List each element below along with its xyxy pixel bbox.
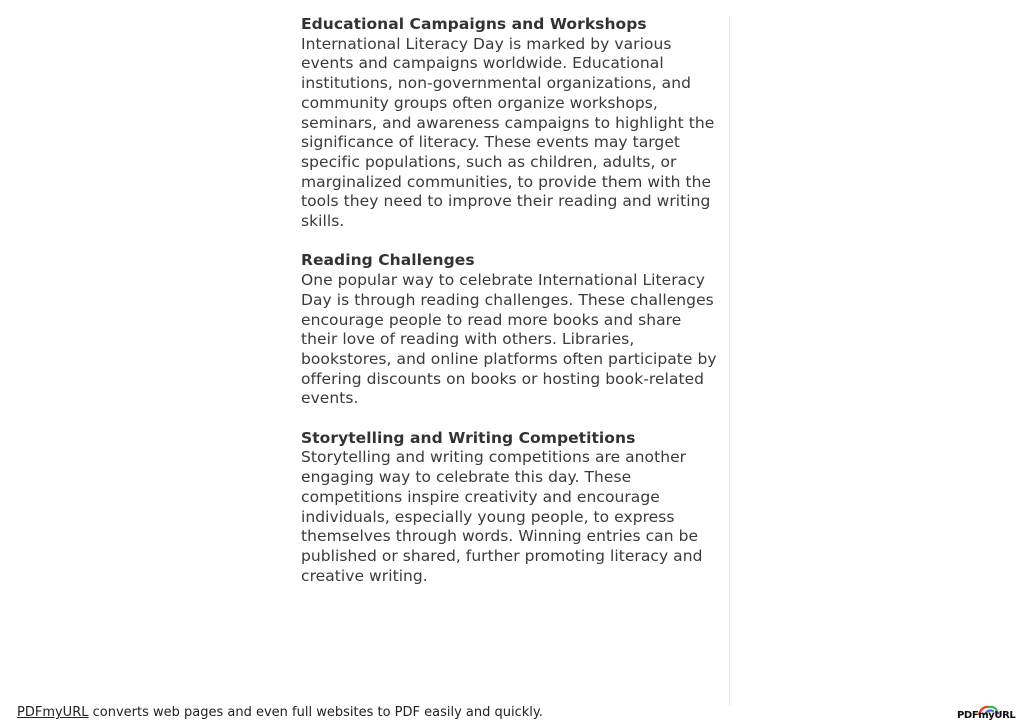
footer-tagline: converts web pages and even full websites to PDF easily and quickly. (88, 705, 543, 720)
section-heading: Reading Challenges (301, 251, 475, 270)
pdfmyurl-link[interactable]: PDFmyURL (17, 705, 89, 720)
section-heading: Educational Campaigns and Workshops (301, 15, 647, 33)
section-heading: Storytelling and Writing Competitions (301, 428, 636, 447)
section-body: International Literacy Day is marked by various events and campaigns worldwide. Educational institutions, non-governmental organizations, and community groups often organize workshops, seminars, and awareness campaigns to highlight the significance of literacy. These events may target specific populations, such as children, adults, or marginalized communities, to provide them with the tools they need to improve their reading and writing skills. (301, 34, 715, 231)
footer-note (17, 705, 543, 721)
logo-wordmark: PDFmyURL (957, 710, 1016, 721)
pdfmyurl-logo[interactable] (957, 705, 1016, 723)
article (301, 15, 721, 606)
section-body: One popular way to celebrate International Literacy Day is through reading challenges. These challenges encourage people to read more books and share their love of reading with others. Libraries, bookstores, and online platforms often participate by offering discounts on books or hosting book-related events. (301, 271, 717, 408)
section-body: Storytelling and writing competitions are another engaging way to celebrate this day. These competitions inspire creativity and encourage individuals, especially young people, to express themselves through words. Winning entries can be published or shared, further promoting literacy and creative writing. (301, 448, 703, 585)
section-educational-campaigns (301, 15, 721, 232)
section-reading-challenges (301, 251, 721, 409)
section-storytelling-competitions (301, 429, 721, 587)
column-divider (729, 16, 730, 706)
